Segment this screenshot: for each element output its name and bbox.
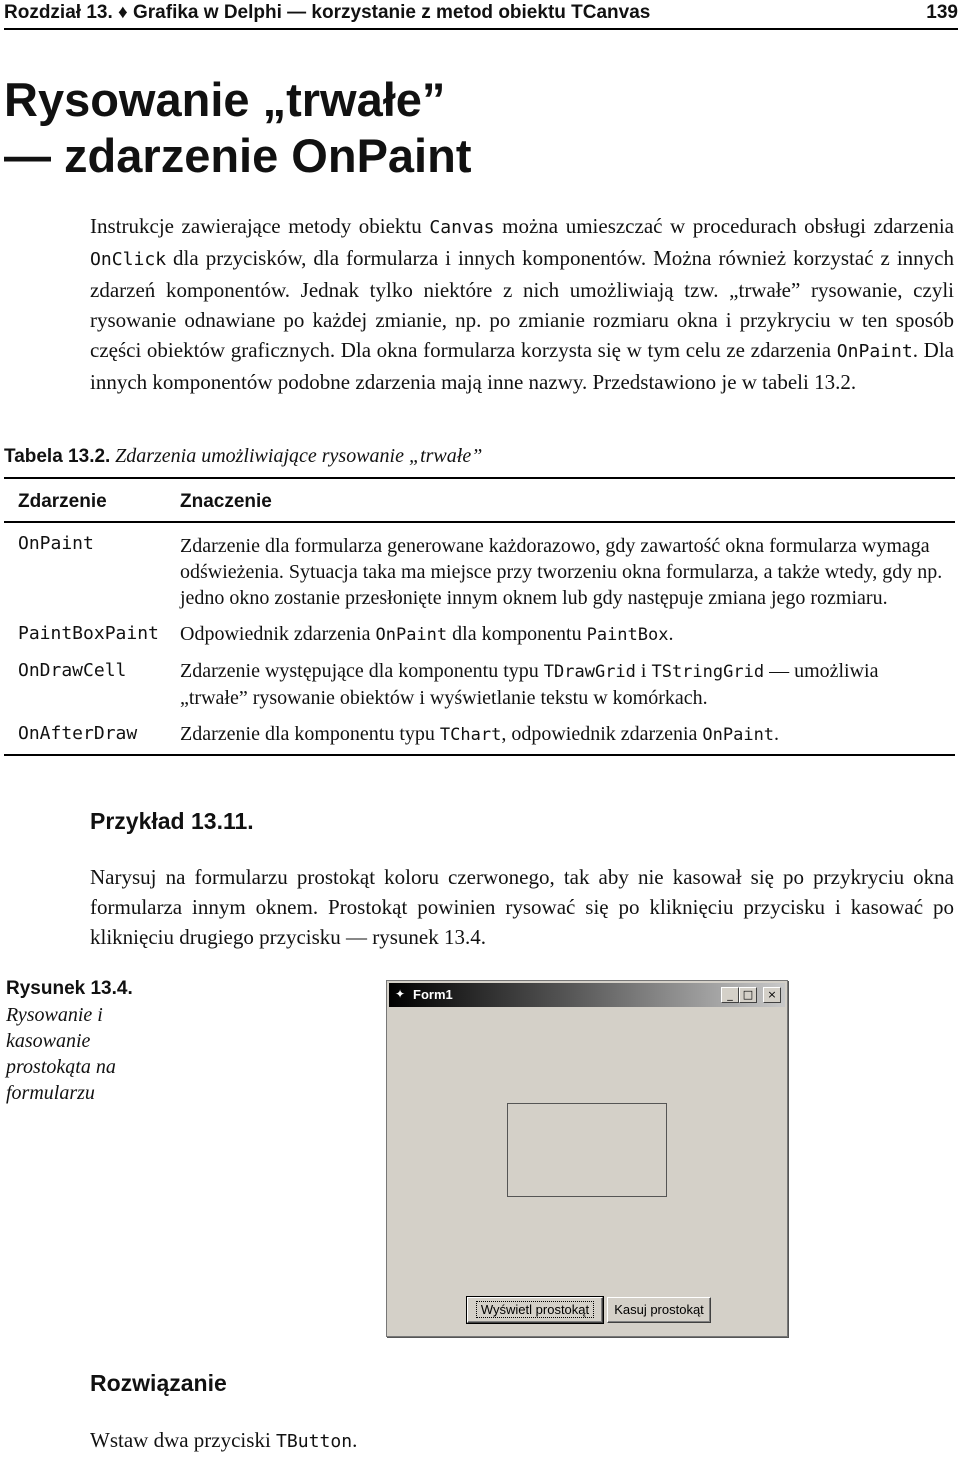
desc-code: OnPaint xyxy=(702,725,775,745)
intro-paragraph xyxy=(90,211,954,397)
desc-code: OnPaint xyxy=(375,625,448,645)
table-caption xyxy=(4,445,482,468)
solution-paragraph xyxy=(90,1425,954,1457)
solution-text-2: . xyxy=(352,1428,358,1452)
desc-text: Odpowiednik zdarzenia xyxy=(180,623,376,645)
window-title: Form1 xyxy=(413,987,453,1002)
event-description xyxy=(180,658,950,711)
events-table xyxy=(4,477,955,756)
table-row xyxy=(4,523,955,611)
desc-code: PaintBox xyxy=(586,625,669,645)
show-rectangle-label: Wyświetl prostokąt xyxy=(476,1301,594,1318)
code-onclick: OnClick xyxy=(90,249,167,270)
intro-text-2: można umieszczać w procedurach obsługi zdarzenia xyxy=(494,214,955,238)
table-row xyxy=(4,648,955,711)
page-header xyxy=(4,0,958,30)
event-name: PaintBoxPaint xyxy=(18,623,159,644)
desc-code: TStringGrid xyxy=(651,662,765,682)
intro-text-4: . Dla innych komponentów podobne zdarzenia mają inne nazwy. Przedstawiono je w tabeli 13.2. xyxy=(90,338,954,394)
event-name: OnDrawCell xyxy=(18,660,127,681)
code-canvas: Canvas xyxy=(429,217,495,238)
minimize-button[interactable]: _ xyxy=(721,987,739,1003)
table-header xyxy=(4,479,955,523)
table-row xyxy=(4,611,955,648)
desc-text: i xyxy=(635,660,652,682)
desc-text: Zdarzenie występujące dla komponentu typu xyxy=(180,660,544,682)
table-caption-text: Zdarzenia umożliwiające rysowanie „trwałe” xyxy=(115,445,483,467)
desc-text: Zdarzenie dla formularza generowane każdorazowo, gdy zawartość okna formularza wymaga odświeżenia. Sytuacja taka ma miejsce przy tworzeniu okna formularza, a także wtedy, gdy np. jedno okno zostanie przesłonięte innym oknem lub gdy następuje zmiana jego rozmiaru. xyxy=(180,535,943,609)
desc-text: Zdarzenie dla komponentu typu xyxy=(180,723,440,745)
section-title-line1: Rysowanie „trwałe” xyxy=(4,73,446,126)
desc-text: . xyxy=(668,623,674,645)
page-number: 139 xyxy=(926,2,958,23)
event-name: OnPaint xyxy=(18,533,94,554)
event-description xyxy=(180,721,950,748)
solution-title: Rozwiązanie xyxy=(90,1370,227,1396)
figure-caption xyxy=(6,976,176,1106)
form-window-screenshot xyxy=(386,980,788,1337)
desc-text: . xyxy=(774,723,780,745)
code-tbutton: TButton xyxy=(276,1431,353,1452)
maximize-button[interactable]: □ xyxy=(739,987,757,1003)
figure-description: Rysowanie i kasowanie prostokąta na formularzu xyxy=(6,1004,116,1104)
drawn-rectangle xyxy=(507,1103,667,1197)
delphi-app-icon: ✦ xyxy=(394,987,406,1001)
event-description xyxy=(180,621,950,648)
table-label: Tabela 13.2. xyxy=(4,446,111,467)
close-button[interactable]: × xyxy=(763,987,781,1003)
desc-text: dla komponentu xyxy=(447,623,587,645)
col-header-event: Zdarzenie xyxy=(18,491,107,512)
section-title xyxy=(4,72,471,184)
example-paragraph: Narysuj na formularzu prostokąt koloru czerwonego, tak aby nie kasował się po przykryciu okna formularza innym oknem. Prostokąt powinien rysować się po kliknięciu przycisku i kasować po kliknięciu drugiego przycisku — rysunek 13.4. xyxy=(90,865,954,949)
col-header-meaning: Znaczenie xyxy=(180,491,272,512)
solution-text-1: Wstaw dwa przyciski xyxy=(90,1428,277,1452)
desc-text: — umożliwia „trwałe” rysowanie obiektów i wyświetlanie tekstu w komórkach. xyxy=(180,660,879,709)
intro-text-3: dla przycisków, dla formularza i innych komponentów. Można również korzystać z innych zdarzeń komponentów. Jednak tylko niektóre z nich umożliwiają tzw. „trwałe” rysowanie, czyli rysowanie odnawiane po każdej zmianie, np. po zmianie rozmiaru okna i przykryciu w ten sposób części obiektów graficznych. Dla okna formularza korzysta się w tym celu ze zdarzenia xyxy=(90,246,954,362)
table-row xyxy=(4,711,955,754)
desc-code: TChart xyxy=(439,725,502,745)
form-client-area xyxy=(389,1009,785,1334)
example-title: Przykład 13.11. xyxy=(90,808,254,834)
intro-text-1: Instrukcje zawierające metody obiektu xyxy=(90,214,430,238)
desc-text: , odpowiednik zdarzenia xyxy=(501,723,703,745)
event-name: OnAfterDraw xyxy=(18,723,138,744)
window-titlebar[interactable] xyxy=(389,983,785,1007)
code-onpaint: OnPaint xyxy=(836,341,913,362)
show-rectangle-button[interactable] xyxy=(467,1297,603,1323)
event-description xyxy=(180,533,950,611)
clear-rectangle-button[interactable]: Kasuj prostokąt xyxy=(607,1297,711,1323)
desc-code: TDrawGrid xyxy=(543,662,636,682)
section-title-line2: — zdarzenie OnPaint xyxy=(4,129,472,182)
running-title: Rozdział 13. ♦ Grafika w Delphi — korzystanie z metod obiektu TCanvas xyxy=(4,2,651,23)
figure-number: Rysunek 13.4. xyxy=(6,978,133,999)
